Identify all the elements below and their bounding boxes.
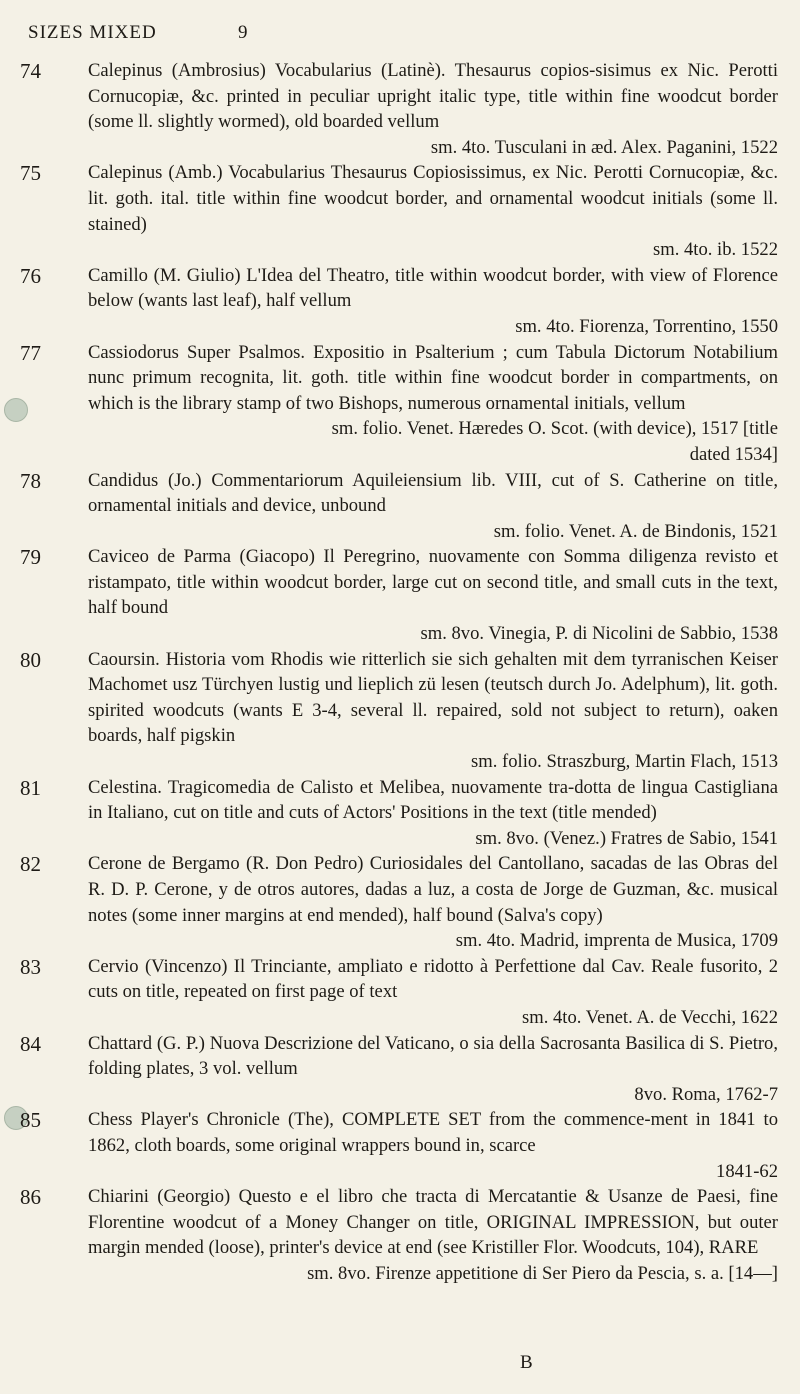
catalogue-entry [0, 1031, 800, 1108]
catalogue-entry [0, 544, 800, 646]
entry-imprint: 1841-62 [716, 1160, 778, 1182]
entry-imprint: sm. 8vo. Firenze appetitione di Ser Piero da Pescia, s. a. [14—] [307, 1262, 778, 1284]
lot-number: 78 [20, 468, 41, 493]
entry-description: Chiarini (Georgio) Questo e el libro che tracta di Mercatantie & Usanze de Paesi, fine Florentine woodcut of a Money Changer on title, ORIGINAL IMPRESSION, but outer margin mended (loose), printer's device at end (see Kristiller Flor. Woodcuts, 104), RARE [88, 1186, 778, 1259]
lot-number: 79 [20, 545, 41, 570]
lot-number: 75 [20, 161, 41, 186]
entry-imprint: sm. folio. Venet. Hæredes O. Scot. (with device), 1517 [title [331, 418, 778, 440]
entry-description: Cassiodorus Super Psalmos. Expositio in Psalterium ; cum Tabula Dictorum Notabilium nunc primum recognita, lit. goth. title within fine woodcut border in compartments, on which is the library stamp of two Bishops, numerous ornamental initials, vellum [88, 341, 778, 414]
catalogue-entry [0, 340, 800, 468]
entry-description: Caoursin. Historia vom Rhodis wie ritterlich sie sich gehalten mit dem tyrranischen Keiser Machomet usz Türchyen lustig und lieplich zü lesen (teutsch durch Jo. Adelphum), lit. goth. spirited woodcuts (wants E 3-4, several ll. repaired, sold not subject to return), oaken boards, half pigskin [88, 648, 778, 747]
lot-number: 77 [20, 340, 41, 365]
lot-number: 86 [20, 1185, 41, 1210]
entry-imprint: sm. 8vo. (Venez.) Fratres de Sabio, 1541 [475, 827, 778, 849]
page-number: 9 [238, 22, 249, 43]
running-head: SIZES MIXED [28, 22, 157, 43]
entry-imprint: sm. 4to. Fiorenza, Torrentino, 1550 [515, 315, 778, 337]
entry-description: Chess Player's Chronicle (The), COMPLETE SET from the commence-ment in 1841 to 1862, cloth boards, some original wrappers bound in, scarce [88, 1109, 778, 1156]
entry-imprint: sm. 4to. Venet. A. de Vecchi, 1622 [522, 1006, 778, 1028]
catalogue-entry [0, 160, 800, 262]
entry-imprint: sm. folio. Straszburg, Martin Flach, 1513 [471, 751, 778, 773]
lot-number: 85 [20, 1108, 41, 1133]
catalogue-entry [0, 58, 800, 160]
lot-number: 74 [20, 59, 41, 83]
entry-imprint: 8vo. Roma, 1762-7 [634, 1083, 778, 1105]
entry-description: Cerone de Bergamo (R. Don Pedro) Curiosidales del Cantollano, sacadas de las Obras del R. D. P. Cerone, y de otros autores, dadas a luz, a costa de Jorge de Guzman, &c. musical notes (some inner margins at end mended), half bound (Salva's copy) [88, 853, 778, 926]
lot-number: 81 [20, 775, 41, 800]
entry-imprint: sm. 4to. Tusculani in æd. Alex. Paganini, 1522 [430, 136, 778, 158]
lot-number: 82 [20, 852, 41, 877]
entry-imprint: sm. 4to. Madrid, imprenta de Musica, 1709 [455, 930, 778, 952]
catalogue-entry [0, 263, 800, 340]
catalogue-entry [0, 1107, 800, 1184]
catalogue-entry [0, 775, 800, 852]
entry-imprint: sm. 8vo. Vinegia, P. di Nicolini de Sabbio, 1538 [420, 623, 778, 645]
page-header [28, 22, 760, 50]
catalogue-entry [0, 1184, 800, 1286]
signature-mark: B [520, 1352, 533, 1373]
entry-imprint: sm. 4to. ib. 1522 [653, 239, 778, 261]
entry-description: Chattard (G. P.) Nuova Descrizione del Vaticano, o sia della Sacrosanta Basilica di S. Pietro, folding plates, 3 vol. vellum [88, 1032, 778, 1080]
entry-description: Calepinus (Ambrosius) Vocabularius (Latinè). Thesaurus copios-sisimus ex Nic. Perotti Cornucopiæ, &c. printed in peculiar upright italic type, title within fine woodcut border (some ll. slightly wormed), old boarded vellum [88, 60, 778, 133]
catalogue-entry [0, 851, 800, 953]
entry-description: Celestina. Tragicomedia de Calisto et Melibea, nuovamente tra-dotta de lingua Castigliana in Italiano, cut on title and cuts of Actors' Positions in the text (title mended) [88, 776, 778, 824]
entry-imprint: sm. folio. Venet. A. de Bindonis, 1521 [493, 520, 778, 542]
entry-description: Camillo (M. Giulio) L'Idea del Theatro, title within woodcut border, with view of Florence below (wants last leaf), half vellum [88, 264, 778, 312]
lot-number: 76 [20, 263, 41, 288]
catalogue-entry [0, 468, 800, 545]
catalogue-entry [0, 647, 800, 775]
lot-number: 80 [20, 647, 41, 672]
entry-imprint-continued: dated 1534] [689, 443, 778, 465]
lot-number: 83 [20, 954, 41, 979]
entry-description: Cervio (Vincenzo) Il Trinciante, ampliato e ridotto à Perfettione dal Cav. Reale fusorito, 2 cuts on title, repeated on first page of text [88, 955, 778, 1003]
entry-description: Caviceo de Parma (Giacopo) Il Peregrino, nuovamente con Somma diligenza revisto et ristampato, title within woodcut border, large cut on second title, and small cuts in the text, half bound [88, 546, 778, 619]
entry-description: Candidus (Jo.) Commentariorum Aquileiensium lib. VIII, cut of S. Catherine on title, ornamental initials and device, unbound [88, 469, 778, 517]
lot-number: 84 [20, 1031, 41, 1056]
entry-description: Calepinus (Amb.) Vocabularius Thesaurus Copiosissimus, ex Nic. Perotti Cornucopiæ, &c. lit. goth. ital. title within fine woodcut border, and ornamental woodcut initials (some ll. stained) [88, 162, 778, 235]
entry-list [0, 58, 800, 1287]
catalogue-entry [0, 954, 800, 1031]
